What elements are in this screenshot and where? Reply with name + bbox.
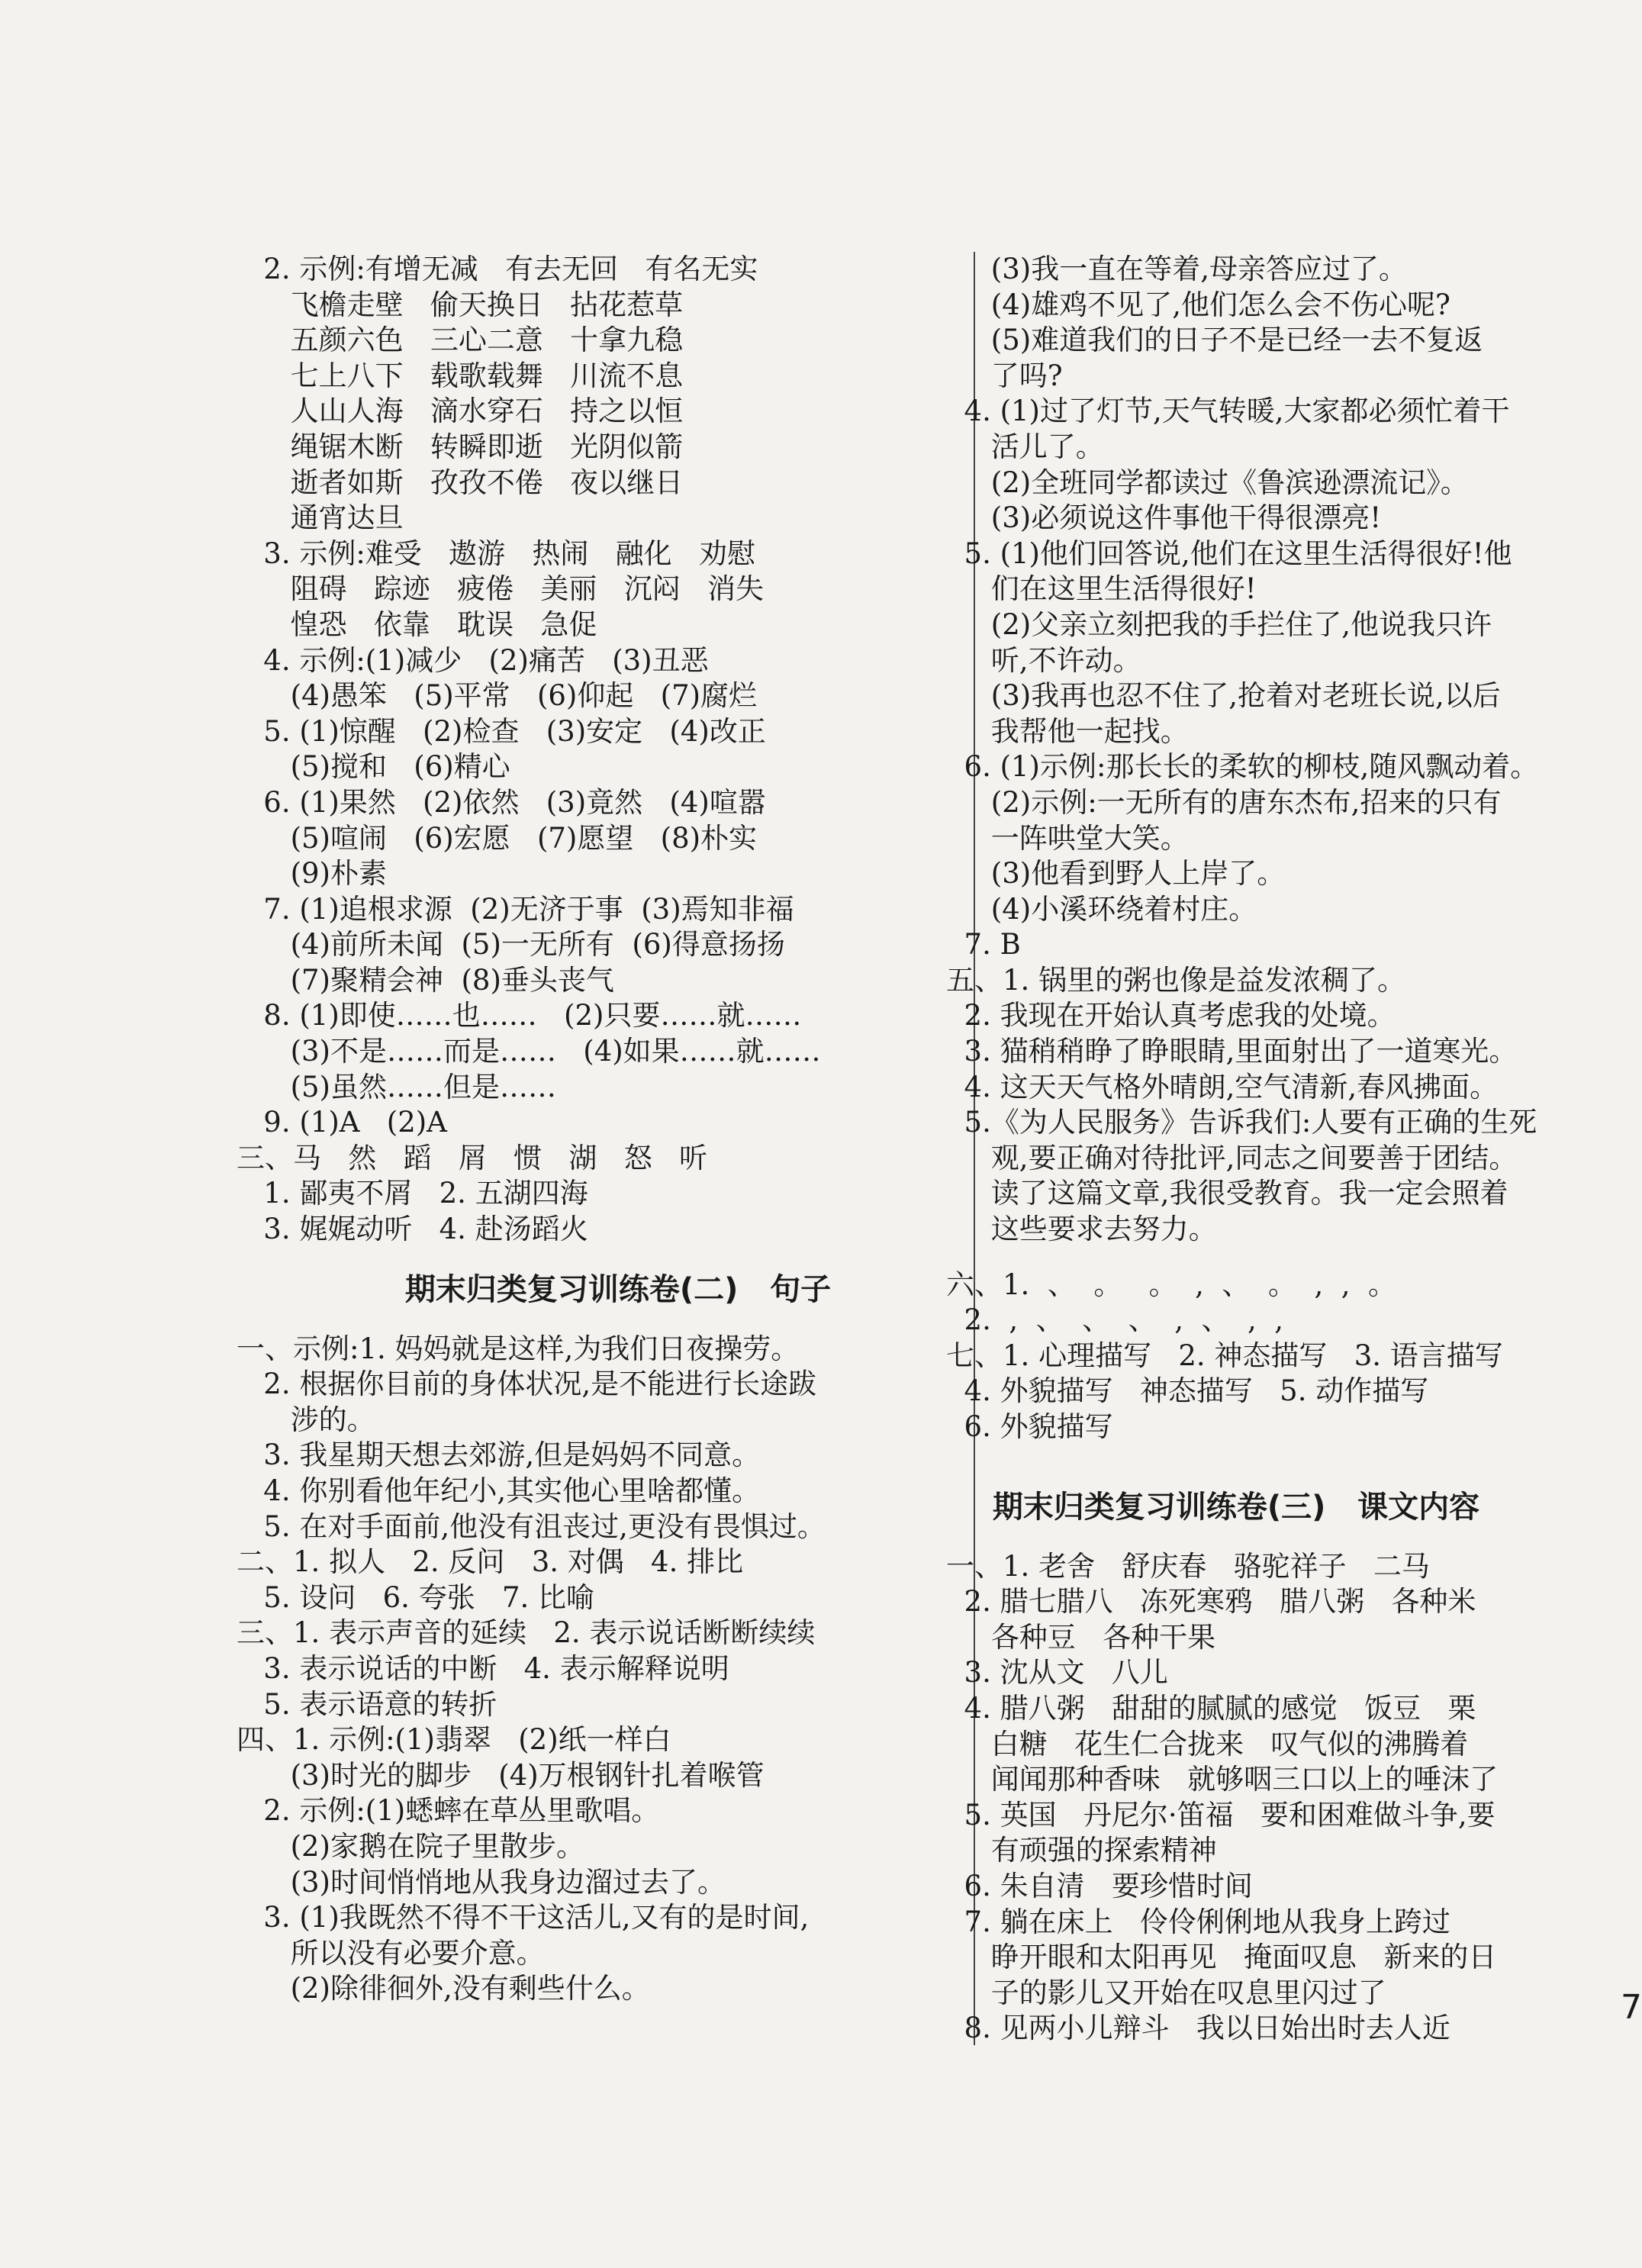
answer-line: 6. (1)果然 (2)依然 (3)竟然 (4)喧嚣 xyxy=(237,785,766,819)
answer-line: (3)我一直在等着,母亲答应过了。 xyxy=(946,253,1407,285)
answer-line: (4)雄鸡不见了,他们怎么会不伤心呢? xyxy=(946,288,1450,321)
answer-line: (3)时光的脚步 (4)万根钢针扎着喉管 xyxy=(237,1758,765,1792)
answer-line: 听,不许动。 xyxy=(946,643,1141,677)
answer-line: (5)难道我们的日子不是已经一去不复返 xyxy=(946,324,1483,357)
answer-line: 白糖 花生仁合拢来 叹气似的沸腾着 xyxy=(946,1727,1469,1761)
answer-line: 观,要正确对待批评,同志之间要善于团结。 xyxy=(946,1141,1518,1174)
answer-line: 2. 腊七腊八 冻死寒鸦 腊八粥 各种米 xyxy=(946,1585,1476,1619)
answer-line: 有顽强的探索精神 xyxy=(946,1834,1217,1867)
answer-line: 逝者如斯 孜孜不倦 夜以继日 xyxy=(237,466,684,499)
answer-line: 5. 英国 丹尼尔·笛福 要和困难做斗争,要 xyxy=(946,1798,1496,1831)
answer-line: 绳锯木断 转瞬即逝 光阴似箭 xyxy=(237,430,684,463)
answer-line: 8. (1)即使……也…… (2)只要……就…… xyxy=(237,999,802,1033)
answer-line: 们在这里生活得很好! xyxy=(946,572,1257,606)
answer-line: 惶恐 依靠 耽误 急促 xyxy=(237,607,597,641)
answer-line: 人山人海 滴水穿石 持之以恒 xyxy=(237,395,684,428)
answer-line: 一、1. 老舍 舒庆春 骆驼祥子 二马 xyxy=(946,1549,1430,1583)
answer-line: 一、示例:1. 妈妈就是这样,为我们日夜操劳。 xyxy=(237,1332,800,1365)
answer-line: 2. 根据你目前的身体状况,是不能进行长途跋 xyxy=(237,1368,817,1401)
answer-line: 4. 外貌描写 神态描写 5. 动作描写 xyxy=(946,1374,1429,1408)
answer-line: 4. 这天天气格外晴朗,空气清新,春风拂面。 xyxy=(946,1070,1499,1103)
answer-line: 我帮他一起找。 xyxy=(946,714,1189,748)
answer-line: 2. 我现在开始认真考虑我的处境。 xyxy=(946,999,1396,1033)
answer-line: 阻碍 踪迹 疲倦 美丽 沉闷 消失 xyxy=(237,572,764,606)
answer-line: 活儿了。 xyxy=(946,430,1104,463)
answer-line: 7. (1)追根求源 (2)无济于事 (3)焉知非福 xyxy=(237,892,794,926)
answer-line: 5. (1)他们回答说,他们在这里生活得很好!他 xyxy=(946,536,1512,570)
answer-line: 读了这篇文章,我很受教育。我一定会照着 xyxy=(946,1177,1508,1210)
answer-line: 9. (1)A (2)A xyxy=(237,1106,447,1139)
answer-line: 闻闻那种香味 就够咽三口以上的唾沫了 xyxy=(946,1763,1499,1796)
answer-line: (3)不是……而是…… (4)如果……就…… xyxy=(237,1035,821,1068)
answer-line: 3. 沈从文 八儿 xyxy=(946,1656,1168,1690)
answer-line: 涉的。 xyxy=(237,1403,375,1436)
answer-line: 5. (1)惊醒 (2)检查 (3)安定 (4)改正 xyxy=(237,714,766,748)
answer-line: 飞檐走壁 偷天换日 拈花惹草 xyxy=(237,288,684,321)
answer-line: 七上八下 载歌载舞 川流不息 xyxy=(237,359,684,392)
answer-line: (9)朴素 xyxy=(237,857,387,891)
answer-line: (4)愚笨 (5)平常 (6)仰起 (7)腐烂 xyxy=(237,679,758,713)
answer-line: 五、1. 锅里的粥也像是益发浓稠了。 xyxy=(946,963,1406,997)
answer-line: 四、1. 示例:(1)翡翠 (2)纸一样白 xyxy=(237,1723,671,1757)
answer-line: 2. 示例:(1)蟋蟀在草丛里歌唱。 xyxy=(237,1794,660,1828)
answer-line: (3)他看到野人上岸了。 xyxy=(946,857,1286,891)
answer-line: (7)聚精会神 (8)垂头丧气 xyxy=(237,963,614,997)
page-number: 7 xyxy=(1621,1988,1642,2027)
answer-line: (3)时间悄悄地从我身边溜过去了。 xyxy=(237,1865,726,1899)
answer-line: 各种豆 各种干果 xyxy=(946,1620,1216,1654)
answer-line: 2. , 、 、 、 , 、 , , xyxy=(946,1303,1284,1337)
answer-line: 了吗? xyxy=(946,359,1063,392)
answer-line: (4)前所未闻 (5)一无所有 (6)得意扬扬 xyxy=(237,928,785,962)
answer-line: 5. 在对手面前,他没有沮丧过,更没有畏惧过。 xyxy=(237,1509,826,1543)
answer-line: 子的影儿又开始在叹息里闪过了 xyxy=(946,1976,1386,2009)
answer-line: 6. (1)示例:那长长的柔软的柳枝,随风飘动着。 xyxy=(946,750,1539,784)
answer-line: (2)全班同学都读过《鲁滨逊漂流记》。 xyxy=(946,466,1469,499)
right-column xyxy=(946,252,1539,2047)
answer-line: (3)我再也忍不住了,抢着对老班长说,以后 xyxy=(946,679,1501,713)
section-title: 期末归类复习训练卷(三) 课文内容 xyxy=(992,1489,1480,1525)
spacer xyxy=(946,1248,1526,1268)
answer-line: (2)家鹅在院子里散步。 xyxy=(237,1829,584,1863)
answer-line: 一阵哄堂大笑。 xyxy=(946,821,1189,855)
answer-line: (2)示例:一无所有的唐东杰布,招来的只有 xyxy=(946,785,1502,819)
answer-line: 二、1. 拟人 2. 反问 3. 对偶 4. 排比 xyxy=(237,1545,744,1579)
answer-line: 所以没有必要介意。 xyxy=(237,1936,545,1970)
answer-line: (5)搅和 (6)精心 xyxy=(237,750,510,784)
answer-line: (3)必须说这件事他干得很漂亮! xyxy=(946,501,1382,535)
answer-line: 1. 鄙夷不屑 2. 五湖四海 xyxy=(237,1177,588,1210)
answer-line: 通宵达旦 xyxy=(237,501,404,535)
answer-line: 3. 我星期天想去郊游,但是妈妈不同意。 xyxy=(237,1438,761,1472)
answer-line: 五颜六色 三心二意 十拿九稳 xyxy=(237,324,684,357)
answer-line: 4. (1)过了灯节,天气转暖,大家都必须忙着干 xyxy=(946,395,1510,428)
answer-line: 3. 猫稍稍睁了睁眼睛,里面射出了一道寒光。 xyxy=(946,1035,1518,1068)
answer-line: 5. 设问 6. 夸张 7. 比喻 xyxy=(237,1580,595,1614)
answer-line: 3. 娓娓动听 4. 赴汤蹈火 xyxy=(237,1213,588,1246)
answer-line: (2)除徘徊外,没有剩些什么。 xyxy=(237,1972,650,2005)
answer-line: 7. B xyxy=(946,928,1021,962)
answer-line: 8. 见两小儿辩斗 我以日始出时去人近 xyxy=(946,2012,1450,2045)
answer-line: (5)虽然……但是…… xyxy=(237,1070,556,1103)
left-column xyxy=(237,252,1000,2007)
answer-line: 3. 示例:难受 遨游 热闹 融化 劝慰 xyxy=(237,536,755,570)
answer-line: 三、马 然 蹈 屑 惯 湖 怒 听 xyxy=(237,1141,707,1174)
spacer xyxy=(946,1445,1526,1465)
answer-line: 4. 腊八粥 甜甜的腻腻的感觉 饭豆 栗 xyxy=(946,1691,1476,1725)
answer-line: 4. 你别看他年纪小,其实他心里啥都懂。 xyxy=(237,1474,761,1507)
answer-line: 七、1. 心理描写 2. 神态描写 3. 语言描写 xyxy=(946,1339,1503,1372)
answer-line: 3. (1)我既然不得不干这活儿,又有的是时间, xyxy=(237,1901,810,1935)
answer-line: 2. 示例:有增无减 有去无回 有名无实 xyxy=(237,253,758,285)
answer-line: 6. 朱自清 要珍惜时间 xyxy=(946,1869,1253,1902)
section-title: 期末归类复习训练卷(二) 句子 xyxy=(404,1271,832,1307)
answer-line: 5. 表示语意的转折 xyxy=(237,1687,497,1721)
answer-line: 3. 表示说话的中断 4. 表示解释说明 xyxy=(237,1651,729,1685)
answer-line: 三、1. 表示声音的延续 2. 表示说话断断续续 xyxy=(237,1616,816,1650)
answer-line: (4)小溪环绕着村庄。 xyxy=(946,892,1257,926)
answer-line: 4. 示例:(1)减少 (2)痛苦 (3)丑恶 xyxy=(237,643,709,677)
answer-line: 6. 外貌描写 xyxy=(946,1410,1113,1443)
answer-line: (5)喧闹 (6)宏愿 (7)愿望 (8)朴实 xyxy=(237,821,758,855)
answer-line: 睁开眼和太阳再见 掩面叹息 新来的日 xyxy=(946,1941,1497,1974)
answer-line: 六、1. 、 。 。 , 、 。 , , 。 xyxy=(946,1268,1397,1301)
answer-line: (2)父亲立刻把我的手拦住了,他说我只许 xyxy=(946,607,1492,641)
answer-line: 5.《为人民服务》告诉我们:人要有正确的生死 xyxy=(946,1106,1537,1139)
answer-line: 这些要求去努力。 xyxy=(946,1213,1217,1246)
answer-line: 7. 躺在床上 伶伶俐俐地从我身上跨过 xyxy=(946,1905,1450,1938)
